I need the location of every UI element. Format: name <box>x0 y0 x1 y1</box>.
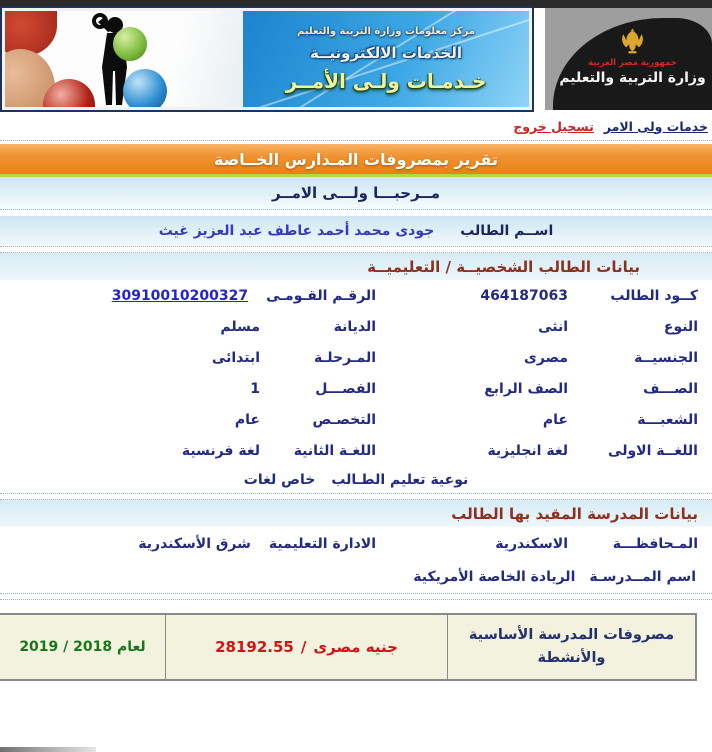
district-value: شرق الأسكندرية <box>138 536 251 552</box>
banner-parent-services-title: خـدمـات ولـى الأمــر <box>285 68 487 93</box>
field-row <box>0 404 712 435</box>
separator <box>0 140 712 141</box>
banner-subtitle: مركز معلومات وزارة التربية والتعليم <box>296 25 476 37</box>
banner-eservices-title: الخدمات الالكترونيــة <box>310 43 463 62</box>
class-label: الفصـــل <box>315 380 376 397</box>
student-section-header <box>0 253 712 280</box>
second-language-value: لغة فرنسية <box>181 442 260 459</box>
fees-amount-separator: / <box>300 638 307 656</box>
services-banner <box>2 8 532 110</box>
student-section-title: بيانات الطالب الشخصيــة / التعليميــة <box>367 257 640 276</box>
gender-value: انثى <box>538 318 568 335</box>
field-row <box>0 311 712 342</box>
education-type-row <box>0 466 712 493</box>
ministry-name: وزارة التربية والتعليم <box>559 70 706 86</box>
fees-amount <box>215 638 398 656</box>
blue-sphere-icon <box>123 69 167 110</box>
logout-link[interactable]: تسجيل خروج <box>513 118 594 134</box>
first-language-label: اللغــة الاولى <box>608 442 698 459</box>
nationality-value: مصرى <box>523 349 568 366</box>
gender-label: النوع <box>663 318 698 335</box>
banner-text <box>251 11 521 107</box>
fees-amount-value: 28192.55 <box>215 638 294 656</box>
education-type-value: خاص لغات <box>243 471 316 488</box>
specialization-value: عام <box>234 411 260 428</box>
fees-amount-currency: جنيه مصرى <box>313 638 398 656</box>
second-language-label: اللغـة الثانية <box>293 442 376 459</box>
specialization-label: التخصـص <box>312 411 376 428</box>
student-name-label: اســم الطالب <box>460 223 554 239</box>
governorate-value: الاسكندرية <box>495 536 568 552</box>
ministry-logo-box <box>545 8 712 110</box>
welcome-bar <box>0 177 712 209</box>
student-code-value: 464187063 <box>480 287 568 304</box>
stage-value: ابتدائى <box>211 349 260 366</box>
page-header <box>0 8 712 112</box>
welcome-text: مــرحبـــا ولـــى الامــر <box>272 184 440 202</box>
parent-services-link[interactable]: خدمات ولى الامر <box>603 118 708 134</box>
ministry-dome <box>553 18 712 110</box>
student-name-value: جودى محمد أحمد عاطف عبد العزيز غيث <box>158 223 435 239</box>
stage-label: المـرحلـة <box>313 349 376 366</box>
separator <box>0 593 712 600</box>
grade-label: الصـــف <box>643 380 698 397</box>
egypt-eagle-icon <box>619 26 646 56</box>
field-row <box>0 373 712 404</box>
separator <box>0 246 712 253</box>
student-name-row <box>0 216 712 246</box>
governorate-label: المـحافظـــة <box>612 536 698 552</box>
field-row <box>0 527 712 561</box>
nationality-label: الجنسيــة <box>634 349 698 366</box>
field-row <box>0 342 712 373</box>
student-code-label: كــود الطالب <box>610 287 698 304</box>
education-type-label: نوعية تعليم الطـالب <box>331 471 469 488</box>
fees-year-cell <box>0 615 165 679</box>
branch-label: الشعبـــة <box>637 411 698 428</box>
top-border-strip <box>0 0 712 8</box>
school-section-title: بيانات المدرسة المقيد بها الطالب <box>451 504 698 523</box>
republic-label: جمهورية مصر العربية <box>588 58 677 68</box>
school-section-header <box>0 500 712 527</box>
report-title: تقرير بمصروفات المـدارس الخــاصة <box>214 149 498 169</box>
fees-amount-cell <box>165 615 447 679</box>
fees-title: مصروفات المدرسة الأساسية والأنشطة <box>468 626 675 666</box>
first-language-value: لغة انجليزية <box>487 442 568 459</box>
religion-label: الديانة <box>333 318 376 335</box>
top-nav <box>0 112 712 140</box>
religion-value: مسلم <box>220 318 260 335</box>
fees-table <box>0 613 697 681</box>
field-row <box>0 280 712 311</box>
banner-photo-collage <box>5 11 243 107</box>
fees-year: لعام 2018 / 2019 <box>19 639 146 655</box>
green-sphere-icon <box>113 27 147 61</box>
district-label: الادارة التعليمية <box>268 536 376 552</box>
separator <box>0 493 712 500</box>
class-value: 1 <box>250 380 260 397</box>
grade-value: الصف الرابع <box>484 380 568 397</box>
national-id-label: الرقـم القـومـى <box>266 287 376 304</box>
report-title-bar <box>0 144 712 177</box>
field-row <box>0 435 712 466</box>
branch-value: عام <box>542 411 568 428</box>
school-name-row <box>0 561 712 593</box>
national-id-link[interactable]: 30910010200327 <box>111 287 249 304</box>
bottom-scroll-fragment <box>0 747 96 752</box>
school-name-label: اسم المــدرسـة <box>589 569 696 585</box>
fees-title-cell <box>447 615 695 679</box>
school-name-value: الريادة الخاصة الأمريكية <box>413 569 576 585</box>
separator <box>0 209 712 210</box>
